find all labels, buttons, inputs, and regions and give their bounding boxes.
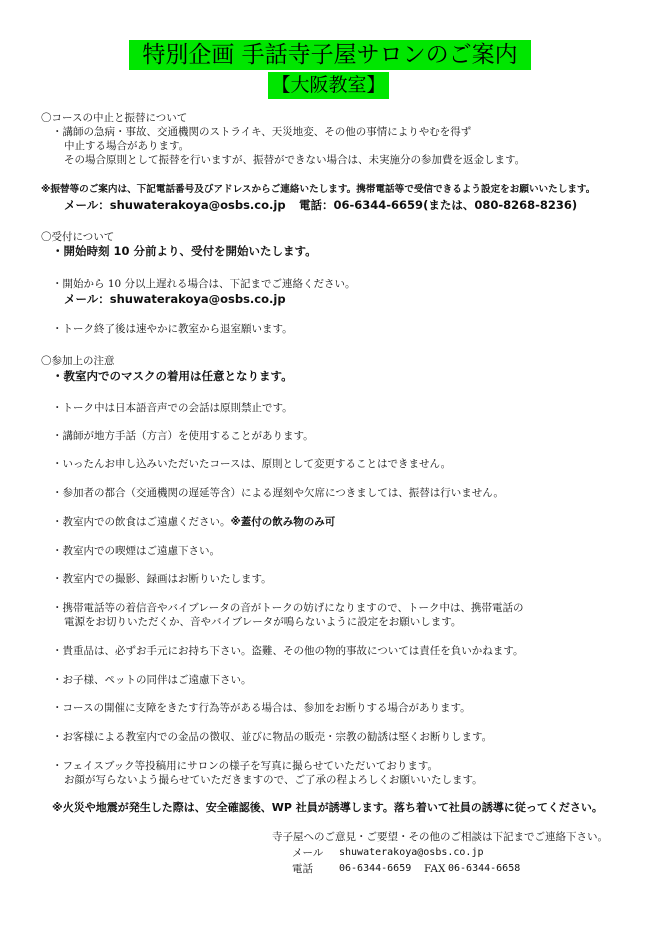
note-mask: ・教室内でのマスクの着用は任意となります。: [52, 369, 293, 383]
note-13b: お顔が写らないよう撮らせていただきますので、ご了承の程よろしくお願いいたします。: [64, 774, 483, 786]
note-6: ・教室内での喫煙はご遠慮下さい。: [52, 545, 220, 557]
footer-intro: 寺子屋へのご意見・ご要望・その他のご相談は下記までご連絡下さい。: [272, 831, 608, 843]
contact-note: ※振替等のご案内は、下記電話番号及びアドレスからご連絡いたします。携帯電話等で受信できるよう設定をお願いいたします。: [41, 184, 596, 195]
page-title: 特別企画 手話寺子屋サロンのご案内: [129, 40, 531, 70]
contact-mail: [64, 198, 286, 213]
reception-start: ・開始時刻 10 分前より、受付を開始いたします。: [52, 244, 317, 258]
reception-late-mail: メール：shuwaterakoya@osbs.co.jp: [64, 292, 286, 306]
note-7: ・教室内での撮影、録画はお断りいたします。: [52, 573, 272, 585]
contact-phone-text: 電話：06-6344-6659(または、080-8268-8236): [299, 198, 578, 212]
footer-mail-label: メール: [292, 847, 324, 859]
note-8b: 電源をお切りいただくか、音やバイブレータが鳴らないように設定をお願いします。: [64, 616, 462, 628]
note-5-drink-exception: ※蓋付の飲み物のみ可: [230, 516, 336, 528]
note-10: ・お子様、ペットの同伴はご遠慮下さい。: [52, 674, 252, 686]
footer-phone-label: 電話: [292, 863, 313, 875]
cancel-line-3: その場合原則として振替を行いますが、振替ができない場合は、未実施分の参加費を返金します。: [64, 154, 526, 166]
section-heading-reception: 〇受付について: [41, 231, 115, 243]
contact-phone: [299, 198, 577, 213]
note-2: ・講師が地方手話（方言）を使用することがあります。: [52, 430, 314, 442]
footer-fax-label: FAX: [424, 863, 446, 875]
note-8a: ・携帯電話等の着信音やバイブレータの音がトークの妨げになりますので、トーク中は、携帯電話の: [52, 602, 524, 614]
page-subtitle: 【大阪教室】: [268, 72, 389, 99]
section-heading-cancel: 〇コースの中止と振替について: [41, 112, 188, 124]
note-13a: ・フェイスブック等投稿用にサロンの様子を写真に撮らせていただいております。: [52, 760, 438, 772]
cancel-line-1: ・講師の急病・事故、交通機関のストライキ、天災地変、その他の事情によりやむを得ず: [52, 126, 472, 138]
section-heading-notes: 〇参加上の注意: [41, 355, 115, 367]
note-12: ・お客様による教室内での金品の徴収、並びに物品の販売・宗教の勧誘は堅くお断りします。: [52, 731, 493, 743]
note-9: ・貴重品は、必ずお手元にお持ち下さい。盗難、その他の物的事故については責任を負いかねます。: [52, 645, 524, 657]
note-3: ・いったんお申し込みいただいたコースは、原則として変更することはできません。: [52, 458, 452, 470]
footer-fax: 06-6344-6658: [448, 863, 521, 874]
emergency-note: ※火災や地震が発生した際は、安全確認後、WP 社員が誘導します。落ち着いて社員の誘導に従ってください。: [52, 801, 603, 814]
note-11: ・コースの開催に支障をきたす行為等がある場合は、参加をお断りする場合があります。: [52, 702, 471, 714]
footer-phone: 06-6344-6659: [339, 863, 412, 874]
note-5-text: ・教室内での飲食はご遠慮ください。: [52, 516, 231, 528]
reception-late: ・開始から 10 分以上遅れる場合は、下記までご連絡ください。: [52, 278, 356, 290]
footer-mail: shuwaterakoya@osbs.co.jp: [339, 847, 484, 858]
reception-leave: ・トーク終了後は速やかに教室から退室願います。: [52, 323, 293, 335]
contact-mail-text: メール：shuwaterakoya@osbs.co.jp: [64, 198, 286, 212]
note-4: ・参加者の都合（交通機関の遅延等含）による遅刻や欠席につきましては、振替は行いません。: [52, 487, 504, 499]
cancel-line-2: 中止する場合があります。: [64, 140, 190, 152]
note-1: ・トーク中は日本語音声での会話は原則禁止です。: [52, 402, 293, 414]
note-5: [52, 515, 335, 529]
